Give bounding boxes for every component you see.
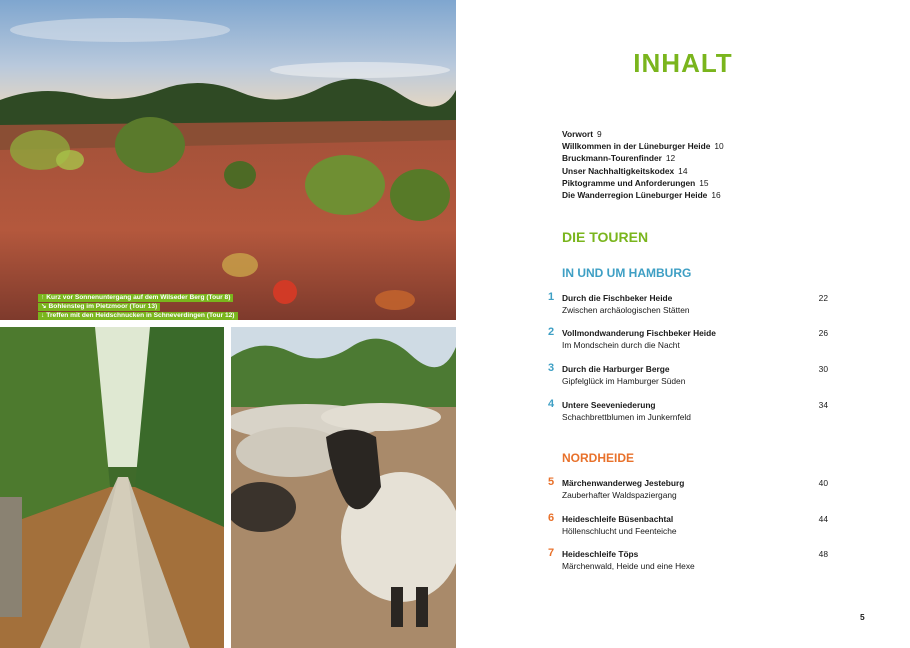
tour-page: 26 bbox=[818, 328, 828, 338]
caption-tour-8: ↑ Kurz vor Sonnenuntergang auf dem Wilseder Berg (Tour 8) bbox=[38, 294, 233, 302]
tour-title: Vollmondwanderung Fischbeker Heide bbox=[562, 328, 716, 338]
toc-entry[interactable]: Bruckmann-Tourenfinder 12 bbox=[562, 153, 676, 164]
boardwalk-photo bbox=[0, 327, 224, 648]
tour-subtitle: Zwischen archäologischen Stätten bbox=[562, 305, 690, 315]
toc-entry[interactable]: Willkommen in der Lüneburger Heide 10 bbox=[562, 141, 724, 152]
intro-list bbox=[562, 128, 724, 201]
region-title-hamburg: IN UND UM HAMBURG bbox=[562, 266, 692, 280]
tour-page: 44 bbox=[818, 514, 828, 524]
arrow-down-icon: ↓ bbox=[41, 312, 45, 319]
tour-title: Durch die Harburger Berge bbox=[562, 364, 670, 374]
tour-number: 3 bbox=[548, 362, 555, 374]
heidschnucken-sheep-photo bbox=[231, 327, 456, 648]
tour-subtitle: Märchenwald, Heide und eine Hexe bbox=[562, 561, 695, 571]
tour-entry-2[interactable] bbox=[548, 326, 828, 351]
tour-subtitle: Gipfelglück im Hamburger Süden bbox=[562, 376, 686, 386]
tour-entry-1[interactable] bbox=[548, 291, 828, 316]
caption-tour-13: ↘ Bohlensteg im Pietzmoor (Tour 13) bbox=[38, 303, 160, 311]
photo-captions bbox=[38, 294, 238, 320]
tour-entry-6[interactable] bbox=[548, 512, 828, 537]
tour-subtitle: Höllenschlucht und Feenteiche bbox=[562, 526, 677, 536]
tour-number: 1 bbox=[548, 291, 555, 303]
heath-sunset-photo bbox=[0, 0, 456, 320]
tour-subtitle: Zauberhafter Waldspaziergang bbox=[562, 490, 677, 500]
region-title-nordheide: NORDHEIDE bbox=[562, 451, 635, 465]
tour-page: 48 bbox=[818, 549, 828, 559]
tour-title: Heideschleife Töps bbox=[562, 549, 639, 559]
tour-title: Märchenwanderweg Jesteburg bbox=[562, 478, 685, 488]
toc-entry[interactable]: Unser Nachhaltigkeitskodex 14 bbox=[562, 165, 688, 176]
tour-subtitle: Im Mondschein durch die Nacht bbox=[562, 340, 680, 350]
tour-number: 5 bbox=[548, 476, 555, 488]
tour-page: 30 bbox=[818, 364, 828, 374]
arrow-down-right-icon: ↘ bbox=[41, 303, 47, 310]
tour-number: 4 bbox=[548, 398, 555, 410]
tour-number: 6 bbox=[548, 512, 555, 524]
arrow-up-icon: ↑ bbox=[41, 294, 45, 301]
caption-tour-12: ↓ Treffen mit den Heidschnucken in Schneverdingen (Tour 12) bbox=[38, 312, 238, 320]
tour-page: 40 bbox=[818, 478, 828, 488]
tour-subtitle: Schachbrettblumen im Junkernfeld bbox=[562, 412, 691, 422]
toc-entry[interactable]: Vorwort 9 bbox=[562, 129, 602, 139]
toc-entry[interactable]: Die Wanderregion Lüneburger Heide 16 bbox=[562, 190, 721, 201]
page-title: INHALT bbox=[633, 48, 733, 78]
tour-page: 22 bbox=[818, 293, 828, 303]
table-of-contents-page bbox=[456, 0, 910, 648]
tour-entry-7[interactable] bbox=[548, 547, 828, 572]
tour-entry-4[interactable] bbox=[548, 398, 828, 423]
tour-entry-5[interactable] bbox=[548, 476, 828, 501]
toc-entry[interactable]: Piktogramme und Anforderungen 15 bbox=[562, 177, 709, 188]
tour-title: Heideschleife Büsenbachtal bbox=[562, 514, 674, 524]
tour-title: Durch die Fischbeker Heide bbox=[562, 293, 673, 303]
tour-number: 7 bbox=[548, 547, 555, 559]
page-number: 5 bbox=[860, 612, 865, 622]
section-title-tours: DIE TOUREN bbox=[562, 229, 649, 245]
tour-entry-3[interactable] bbox=[548, 362, 828, 387]
tour-page: 34 bbox=[818, 400, 828, 410]
tour-number: 2 bbox=[548, 326, 555, 338]
tour-title: Untere Seeveniederung bbox=[562, 400, 656, 410]
